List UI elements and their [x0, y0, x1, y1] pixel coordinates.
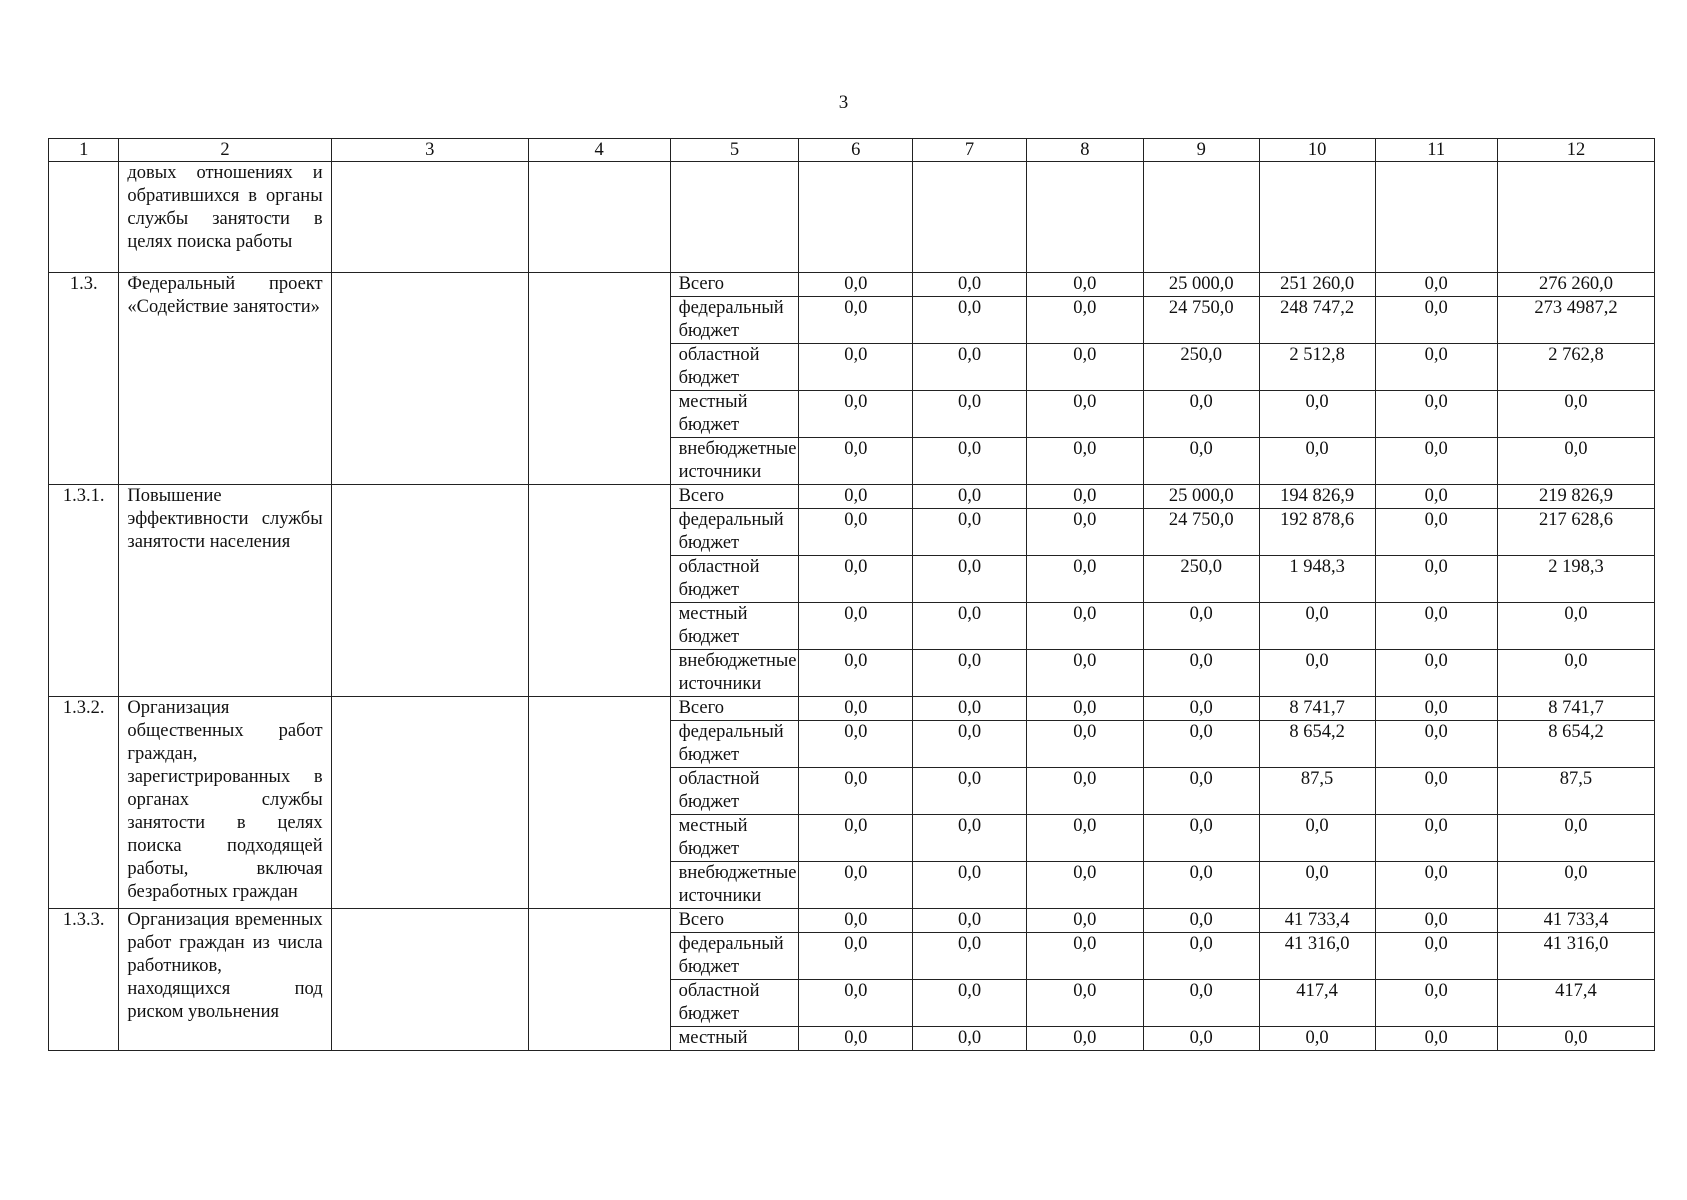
value-col-7: 0,0 [913, 980, 1027, 1027]
table-row [49, 485, 1655, 509]
value-col-11: 0,0 [1375, 509, 1497, 556]
value-col-9: 0,0 [1143, 1027, 1259, 1051]
value-col-6: 0,0 [799, 391, 913, 438]
value-col-9: 250,0 [1143, 344, 1259, 391]
value-col-10: 2 512,8 [1259, 344, 1375, 391]
empty-cell [528, 485, 670, 697]
value-col-12: 41 316,0 [1497, 933, 1654, 980]
value-col-8: 0,0 [1026, 509, 1143, 556]
budget-table [48, 138, 1655, 1051]
value-col-10: 41 316,0 [1259, 933, 1375, 980]
value-col-9: 25 000,0 [1143, 273, 1259, 297]
value-col-11: 0,0 [1375, 344, 1497, 391]
value-col-10: 417,4 [1259, 980, 1375, 1027]
column-number-3: 3 [331, 139, 528, 162]
funding-source: областной бюджет [670, 980, 799, 1027]
funding-source: областной бюджет [670, 556, 799, 603]
column-number-9: 9 [1143, 139, 1259, 162]
value-col-7: 0,0 [913, 650, 1027, 697]
value-col-9: 0,0 [1143, 438, 1259, 485]
value-col-8: 0,0 [1026, 1027, 1143, 1051]
value-col-6: 0,0 [799, 980, 913, 1027]
value-col-7: 0,0 [913, 1027, 1027, 1051]
value-col-9: 24 750,0 [1143, 509, 1259, 556]
value-col-9: 25 000,0 [1143, 485, 1259, 509]
row-code: 1.3.3. [49, 909, 119, 1051]
value-col-10: 0,0 [1259, 862, 1375, 909]
value-col-12: 2 198,3 [1497, 556, 1654, 603]
column-number-5: 5 [670, 139, 799, 162]
value-col-7: 0,0 [913, 909, 1027, 933]
value-col-7: 0,0 [913, 556, 1027, 603]
value-col-6: 0,0 [799, 933, 913, 980]
value-col-8: 0,0 [1026, 768, 1143, 815]
value-col-9: 0,0 [1143, 980, 1259, 1027]
row-code: 1.3.2. [49, 697, 119, 909]
value-col-11: 0,0 [1375, 650, 1497, 697]
column-number-12: 12 [1497, 139, 1654, 162]
value-col-6: 0,0 [799, 438, 913, 485]
value-col-7: 0,0 [913, 509, 1027, 556]
value-col-11: 0,0 [1375, 1027, 1497, 1051]
value-col-7: 0,0 [913, 485, 1027, 509]
value-col-11: 0,0 [1375, 297, 1497, 344]
value-col-10: 0,0 [1259, 650, 1375, 697]
value-col-6: 0,0 [799, 509, 913, 556]
value-col-6: 0,0 [799, 768, 913, 815]
funding-source: федеральный бюджет [670, 509, 799, 556]
value-col-9: 0,0 [1143, 650, 1259, 697]
funding-source: федеральный бюджет [670, 721, 799, 768]
value-col-9: 0,0 [1143, 721, 1259, 768]
column-number-6: 6 [799, 139, 913, 162]
table-row [49, 273, 1655, 297]
value-col-7: 0,0 [913, 438, 1027, 485]
value-col-12: 8 741,7 [1497, 697, 1654, 721]
value-col-8: 0,0 [1026, 862, 1143, 909]
value-col-12: 0,0 [1497, 1027, 1654, 1051]
value-col-9: 250,0 [1143, 556, 1259, 603]
value-col-12: 219 826,9 [1497, 485, 1654, 509]
value-col-12: 41 733,4 [1497, 909, 1654, 933]
empty-cell [331, 273, 528, 485]
value-col-9: 0,0 [1143, 815, 1259, 862]
value-col-6: 0,0 [799, 344, 913, 391]
row-name: Организация общественных работ граждан, зарегистрированных в органах службы занятости в целях поиска подходящей работы, включая безработных граждан [119, 697, 331, 909]
value-col-10: 0,0 [1259, 1027, 1375, 1051]
value-col-11: 0,0 [1375, 485, 1497, 509]
value-col-8: 0,0 [1026, 933, 1143, 980]
row-name: Федеральный проект «Содействие занятости» [119, 273, 331, 485]
value-col-9: 0,0 [1143, 768, 1259, 815]
funding-source: внебюджетные источники [670, 650, 799, 697]
funding-source: Всего [670, 273, 799, 297]
value-col-6: 0,0 [799, 697, 913, 721]
value-col-7: 0,0 [913, 815, 1027, 862]
empty-cell [528, 909, 670, 1051]
value-col-6: 0,0 [799, 815, 913, 862]
value-col-11: 0,0 [1375, 438, 1497, 485]
column-number-8: 8 [1026, 139, 1143, 162]
funding-source: местный бюджет [670, 815, 799, 862]
value-col-8: 0,0 [1026, 438, 1143, 485]
value-col-11: 0,0 [1375, 697, 1497, 721]
value-col-12: 0,0 [1497, 862, 1654, 909]
value-col-7: 0,0 [913, 862, 1027, 909]
continuation-row [49, 162, 1655, 273]
value-col-6: 0,0 [799, 603, 913, 650]
value-col-10: 87,5 [1259, 768, 1375, 815]
column-number-1: 1 [49, 139, 119, 162]
empty-cell [331, 909, 528, 1051]
funding-source: областной бюджет [670, 344, 799, 391]
value-col-12: 417,4 [1497, 980, 1654, 1027]
value-col-9: 0,0 [1143, 697, 1259, 721]
value-col-11: 0,0 [1375, 909, 1497, 933]
empty-cell [331, 485, 528, 697]
value-col-10: 251 260,0 [1259, 273, 1375, 297]
row-name: Повышение эффективности службы занятости населения [119, 485, 331, 697]
value-col-8: 0,0 [1026, 603, 1143, 650]
value-col-12: 0,0 [1497, 650, 1654, 697]
value-col-7: 0,0 [913, 273, 1027, 297]
value-col-6: 0,0 [799, 485, 913, 509]
value-col-12: 0,0 [1497, 603, 1654, 650]
funding-source: областной бюджет [670, 768, 799, 815]
column-number-10: 10 [1259, 139, 1375, 162]
value-col-9: 24 750,0 [1143, 297, 1259, 344]
value-col-7: 0,0 [913, 933, 1027, 980]
value-col-12: 0,0 [1497, 815, 1654, 862]
value-col-11: 0,0 [1375, 273, 1497, 297]
value-col-9: 0,0 [1143, 391, 1259, 438]
row-code: 1.3.1. [49, 485, 119, 697]
value-col-10: 0,0 [1259, 438, 1375, 485]
value-col-9: 0,0 [1143, 862, 1259, 909]
value-col-8: 0,0 [1026, 297, 1143, 344]
value-col-12: 2 762,8 [1497, 344, 1654, 391]
value-col-8: 0,0 [1026, 980, 1143, 1027]
value-col-7: 0,0 [913, 603, 1027, 650]
value-col-8: 0,0 [1026, 909, 1143, 933]
table-row [49, 909, 1655, 933]
column-number-7: 7 [913, 139, 1027, 162]
value-col-8: 0,0 [1026, 556, 1143, 603]
funding-source: местный бюджет [670, 391, 799, 438]
value-col-6: 0,0 [799, 297, 913, 344]
value-col-10: 0,0 [1259, 603, 1375, 650]
column-number-11: 11 [1375, 139, 1497, 162]
funding-source: местный бюджет [670, 603, 799, 650]
value-col-6: 0,0 [799, 1027, 913, 1051]
row-code: 1.3. [49, 273, 119, 485]
empty-cell [528, 273, 670, 485]
value-col-6: 0,0 [799, 721, 913, 768]
value-col-11: 0,0 [1375, 815, 1497, 862]
value-col-7: 0,0 [913, 697, 1027, 721]
value-col-11: 0,0 [1375, 391, 1497, 438]
table-body [49, 162, 1655, 1051]
value-col-8: 0,0 [1026, 721, 1143, 768]
funding-source: внебюджетные источники [670, 438, 799, 485]
value-col-10: 194 826,9 [1259, 485, 1375, 509]
value-col-9: 0,0 [1143, 603, 1259, 650]
value-col-12: 217 628,6 [1497, 509, 1654, 556]
value-col-12: 0,0 [1497, 438, 1654, 485]
value-col-10: 0,0 [1259, 815, 1375, 862]
funding-source: внебюджетные источники [670, 862, 799, 909]
column-number-2: 2 [119, 139, 331, 162]
value-col-11: 0,0 [1375, 603, 1497, 650]
value-col-8: 0,0 [1026, 697, 1143, 721]
column-number-4: 4 [528, 139, 670, 162]
value-col-8: 0,0 [1026, 344, 1143, 391]
value-col-7: 0,0 [913, 391, 1027, 438]
value-col-9: 0,0 [1143, 909, 1259, 933]
value-col-6: 0,0 [799, 273, 913, 297]
value-col-11: 0,0 [1375, 933, 1497, 980]
funding-source: федеральный бюджет [670, 297, 799, 344]
value-col-8: 0,0 [1026, 391, 1143, 438]
value-col-7: 0,0 [913, 344, 1027, 391]
value-col-10: 0,0 [1259, 391, 1375, 438]
value-col-11: 0,0 [1375, 721, 1497, 768]
empty-cell [528, 697, 670, 909]
value-col-7: 0,0 [913, 297, 1027, 344]
value-col-6: 0,0 [799, 556, 913, 603]
value-col-10: 248 747,2 [1259, 297, 1375, 344]
value-col-11: 0,0 [1375, 768, 1497, 815]
row-code [49, 162, 119, 273]
table-row [49, 697, 1655, 721]
value-col-11: 0,0 [1375, 980, 1497, 1027]
funding-source: местный [670, 1027, 799, 1051]
value-col-10: 41 733,4 [1259, 909, 1375, 933]
funding-source: Всего [670, 909, 799, 933]
value-col-6: 0,0 [799, 862, 913, 909]
value-col-12: 276 260,0 [1497, 273, 1654, 297]
value-col-12: 0,0 [1497, 391, 1654, 438]
empty-cell [331, 697, 528, 909]
funding-source: Всего [670, 485, 799, 509]
value-col-11: 0,0 [1375, 862, 1497, 909]
page-number: 3 [838, 92, 849, 113]
row-name: Организация временных работ граждан из числа работников, находящихся под риском увольнения [119, 909, 331, 1051]
value-col-6: 0,0 [799, 909, 913, 933]
value-col-6: 0,0 [799, 650, 913, 697]
value-col-12: 273 4987,2 [1497, 297, 1654, 344]
value-col-10: 8 741,7 [1259, 697, 1375, 721]
value-col-10: 192 878,6 [1259, 509, 1375, 556]
value-col-10: 1 948,3 [1259, 556, 1375, 603]
value-col-11: 0,0 [1375, 556, 1497, 603]
value-col-8: 0,0 [1026, 485, 1143, 509]
value-col-7: 0,0 [913, 721, 1027, 768]
value-col-8: 0,0 [1026, 273, 1143, 297]
value-col-9: 0,0 [1143, 933, 1259, 980]
funding-source: Всего [670, 697, 799, 721]
value-col-12: 87,5 [1497, 768, 1654, 815]
value-col-10: 8 654,2 [1259, 721, 1375, 768]
value-col-8: 0,0 [1026, 815, 1143, 862]
column-number-row [49, 139, 1655, 162]
value-col-12: 8 654,2 [1497, 721, 1654, 768]
row-name: довых отношениях и обратившихся в органы службы занятости в целях поиска работы [119, 162, 331, 273]
value-col-7: 0,0 [913, 768, 1027, 815]
value-col-8: 0,0 [1026, 650, 1143, 697]
funding-source: федеральный бюджет [670, 933, 799, 980]
